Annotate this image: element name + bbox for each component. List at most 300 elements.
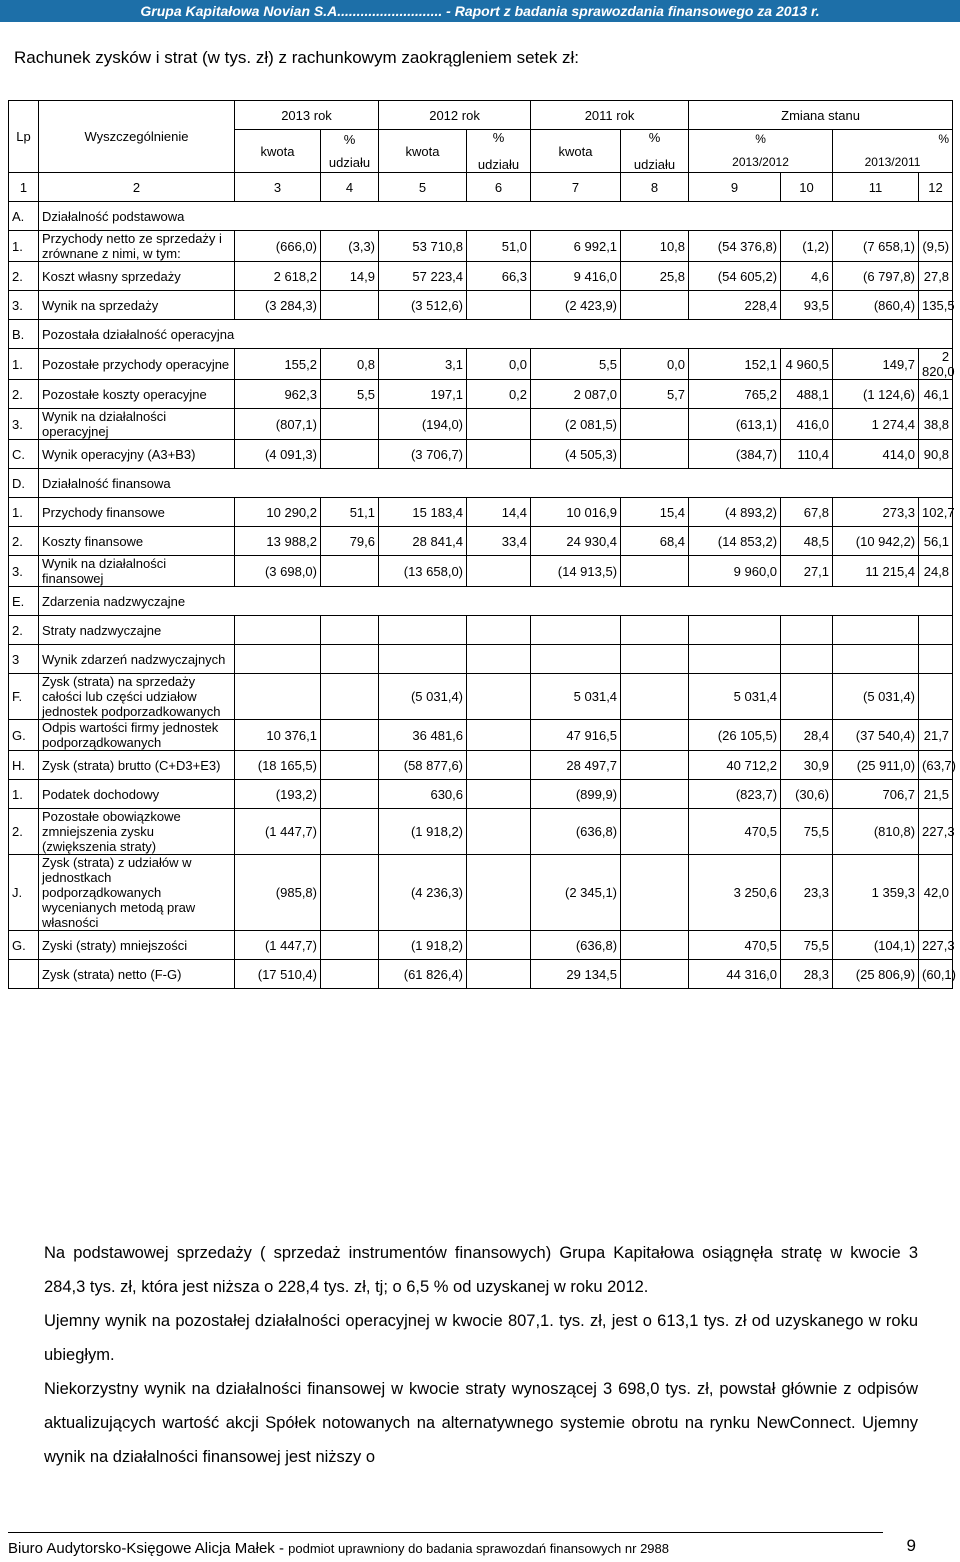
table-row bbox=[9, 780, 953, 809]
row-value: (26 105,5) bbox=[689, 720, 781, 751]
row-value bbox=[321, 409, 379, 440]
pct-2013: % udziału bbox=[321, 130, 379, 173]
row-value: 57 223,4 bbox=[379, 262, 467, 291]
row-value bbox=[621, 855, 689, 931]
row-value: 470,5 bbox=[689, 809, 781, 855]
row-value bbox=[621, 960, 689, 989]
footer-note: podmiot uprawniony do badania sprawozdań finansowych nr 2988 bbox=[288, 1541, 669, 1556]
row-value: (1 447,7) bbox=[235, 809, 321, 855]
row-value bbox=[689, 645, 781, 674]
column-number: 4 bbox=[321, 173, 379, 202]
row-value: 24,8 bbox=[919, 556, 953, 587]
narrative-paragraph-3: Niekorzystny wynik na działalności finansowej w kwocie straty wynoszącej 3 698,0 tys. zł, powstał głównie z odpisów aktualizujących wartość akcji Spółek notowanych na alternatywnego systemie obrotu na rynku NewConnect. Ujemny wynik na działalności finansowej jest niższy o bbox=[44, 1380, 918, 1466]
row-value: (4 893,2) bbox=[689, 498, 781, 527]
page-number: 9 bbox=[906, 1536, 916, 1555]
row-value: 53 710,8 bbox=[379, 231, 467, 262]
row-value: (14 913,5) bbox=[531, 556, 621, 587]
section-row bbox=[9, 202, 953, 231]
row-value: 25,8 bbox=[621, 262, 689, 291]
table-row bbox=[9, 231, 953, 262]
row-lp: 1. bbox=[9, 780, 39, 809]
row-value: 102,7 bbox=[919, 498, 953, 527]
row-label: Pozostałe przychody operacyjne bbox=[39, 349, 235, 380]
row-value bbox=[321, 674, 379, 720]
row-value: (193,2) bbox=[235, 780, 321, 809]
row-value: 13 988,2 bbox=[235, 527, 321, 556]
narrative bbox=[44, 1236, 918, 1474]
col-2013-header: 2013 rok bbox=[235, 101, 379, 130]
row-value: 28 841,4 bbox=[379, 527, 467, 556]
row-value: (7 658,1) bbox=[833, 231, 919, 262]
row-value bbox=[467, 809, 531, 855]
row-value: 5 031,4 bbox=[689, 674, 781, 720]
row-value: 0,0 bbox=[467, 349, 531, 380]
row-value bbox=[321, 645, 379, 674]
row-value: (2 423,9) bbox=[531, 291, 621, 320]
row-value: 5,5 bbox=[321, 380, 379, 409]
row-value: (899,9) bbox=[531, 780, 621, 809]
row-value: 155,2 bbox=[235, 349, 321, 380]
row-value: 1 274,4 bbox=[833, 409, 919, 440]
row-value: 0,0 bbox=[621, 349, 689, 380]
row-value: (194,0) bbox=[379, 409, 467, 440]
row-value: 30,9 bbox=[781, 751, 833, 780]
row-value: 28,4 bbox=[781, 720, 833, 751]
row-value: 197,1 bbox=[379, 380, 467, 409]
row-value: 27,8 bbox=[919, 262, 953, 291]
row-value: (1 447,7) bbox=[235, 931, 321, 960]
row-value: (58 877,6) bbox=[379, 751, 467, 780]
col-2011-header: 2011 rok bbox=[531, 101, 689, 130]
header-report: - Raport z badania sprawozdania finansowego za 2013 r. bbox=[442, 3, 820, 19]
row-value bbox=[235, 674, 321, 720]
row-value bbox=[467, 751, 531, 780]
row-value: (613,1) bbox=[689, 409, 781, 440]
row-lp: 3. bbox=[9, 556, 39, 587]
row-lp: C. bbox=[9, 440, 39, 469]
row-value: 227,3 bbox=[919, 809, 953, 855]
row-lp: 3. bbox=[9, 291, 39, 320]
row-value: (666,0) bbox=[235, 231, 321, 262]
table-row bbox=[9, 349, 953, 380]
row-value: 1 359,3 bbox=[833, 855, 919, 931]
row-value: 42,0 bbox=[919, 855, 953, 931]
row-lp: 1. bbox=[9, 231, 39, 262]
row-label: Koszt własny sprzedaży bbox=[39, 262, 235, 291]
row-value: (63,7) bbox=[919, 751, 953, 780]
row-value: 28,3 bbox=[781, 960, 833, 989]
row-value: (3,3) bbox=[321, 231, 379, 262]
row-value: (810,8) bbox=[833, 809, 919, 855]
row-value bbox=[467, 440, 531, 469]
row-lp: 3. bbox=[9, 409, 39, 440]
row-lp: E. bbox=[9, 587, 39, 616]
row-value bbox=[621, 645, 689, 674]
column-number: 3 bbox=[235, 173, 321, 202]
row-value: 33,4 bbox=[467, 527, 531, 556]
section-row bbox=[9, 320, 953, 349]
row-lp bbox=[9, 960, 39, 989]
row-value: 3 250,6 bbox=[689, 855, 781, 931]
row-value: 4,6 bbox=[781, 262, 833, 291]
row-value: 2 087,0 bbox=[531, 380, 621, 409]
row-value: (9,5) bbox=[919, 231, 953, 262]
row-label: Wynik na sprzedaży bbox=[39, 291, 235, 320]
row-value bbox=[467, 780, 531, 809]
row-value bbox=[621, 720, 689, 751]
row-value: 24 930,4 bbox=[531, 527, 621, 556]
row-value: 630,6 bbox=[379, 780, 467, 809]
row-value: 29 134,5 bbox=[531, 960, 621, 989]
row-value bbox=[781, 645, 833, 674]
row-label: Zysk (strata) z udziałów w jednostkach podporządkowanych wycenianych metodą praw własności bbox=[39, 855, 235, 931]
row-value bbox=[467, 409, 531, 440]
row-value bbox=[321, 556, 379, 587]
row-label: Straty nadzwyczajne bbox=[39, 616, 235, 645]
row-label: Zdarzenia nadzwyczajne bbox=[39, 587, 953, 616]
section-row bbox=[9, 587, 953, 616]
row-value: (3 698,0) bbox=[235, 556, 321, 587]
row-value: 5,7 bbox=[621, 380, 689, 409]
row-value: 23,3 bbox=[781, 855, 833, 931]
row-value: 9 960,0 bbox=[689, 556, 781, 587]
row-value bbox=[467, 720, 531, 751]
row-value: (636,8) bbox=[531, 931, 621, 960]
pct-2011: % udziału bbox=[621, 130, 689, 173]
row-value: 15 183,4 bbox=[379, 498, 467, 527]
table-row bbox=[9, 960, 953, 989]
row-value: (25 806,9) bbox=[833, 960, 919, 989]
row-value: (1,2) bbox=[781, 231, 833, 262]
row-value: 75,5 bbox=[781, 931, 833, 960]
row-value: (985,8) bbox=[235, 855, 321, 931]
row-value: 51,0 bbox=[467, 231, 531, 262]
row-value: 470,5 bbox=[689, 931, 781, 960]
row-value: (2 345,1) bbox=[531, 855, 621, 931]
row-value: (104,1) bbox=[833, 931, 919, 960]
row-value: (54 605,2) bbox=[689, 262, 781, 291]
row-value bbox=[321, 616, 379, 645]
table-row bbox=[9, 498, 953, 527]
row-value: 14,4 bbox=[467, 498, 531, 527]
column-number: 11 bbox=[833, 173, 919, 202]
row-value bbox=[621, 931, 689, 960]
table-row bbox=[9, 751, 953, 780]
column-number-row bbox=[9, 173, 953, 202]
row-value: (4 236,3) bbox=[379, 855, 467, 931]
row-value: (4 091,3) bbox=[235, 440, 321, 469]
row-value: 56,1 bbox=[919, 527, 953, 556]
table-row bbox=[9, 674, 953, 720]
row-value bbox=[321, 291, 379, 320]
table-row bbox=[9, 556, 953, 587]
row-value bbox=[321, 440, 379, 469]
row-lp: F. bbox=[9, 674, 39, 720]
footer-firm: Biuro Audytorsko-Księgowe Alicja Małek - bbox=[8, 1540, 289, 1557]
row-value: (1 124,6) bbox=[833, 380, 919, 409]
row-value bbox=[467, 291, 531, 320]
row-label: Zysk (strata) brutto (C+D3+E3) bbox=[39, 751, 235, 780]
column-number: 6 bbox=[467, 173, 531, 202]
row-value bbox=[621, 440, 689, 469]
col-change-header: Zmiana stanu bbox=[689, 101, 953, 130]
table-row bbox=[9, 440, 953, 469]
kwota-2012: kwota bbox=[379, 130, 467, 173]
row-label: Przychody finansowe bbox=[39, 498, 235, 527]
row-value bbox=[919, 674, 953, 720]
row-value: (14 853,2) bbox=[689, 527, 781, 556]
row-value: 2 618,2 bbox=[235, 262, 321, 291]
row-value: 46,1 bbox=[919, 380, 953, 409]
row-value bbox=[689, 616, 781, 645]
row-lp: 2. bbox=[9, 527, 39, 556]
row-label: Zyski (straty) mniejszości bbox=[39, 931, 235, 960]
row-value: (54 376,8) bbox=[689, 231, 781, 262]
row-lp: 2. bbox=[9, 809, 39, 855]
row-label: Wynik operacyjny (A3+B3) bbox=[39, 440, 235, 469]
row-lp: 2. bbox=[9, 380, 39, 409]
row-label: Pozostała działalność operacyjna bbox=[39, 320, 953, 349]
row-label: Wynik na działalności operacyjnej bbox=[39, 409, 235, 440]
row-value bbox=[919, 616, 953, 645]
row-value bbox=[621, 291, 689, 320]
kwota-2011: kwota bbox=[531, 130, 621, 173]
row-label: Pozostałe obowiązkowe zmniejszenia zysku (zwiększenia straty) bbox=[39, 809, 235, 855]
row-value bbox=[467, 674, 531, 720]
row-value bbox=[621, 556, 689, 587]
row-value: 40 712,2 bbox=[689, 751, 781, 780]
row-lp: B. bbox=[9, 320, 39, 349]
row-value bbox=[321, 855, 379, 931]
row-value: 11 215,4 bbox=[833, 556, 919, 587]
row-label: Wynik na działalności finansowej bbox=[39, 556, 235, 587]
narrative-paragraph-1: Na podstawowej sprzedaży ( sprzedaż instrumentów finansowych) Grupa Kapitałowa osiągnęła stratę w kwocie 3 284,3 tys. zł, która jest niższa o 228,4 tys. zł, tj; o 6,5 % od uzyskanej w roku 2012. bbox=[44, 1244, 918, 1296]
row-label: Działalność podstawowa bbox=[39, 202, 953, 231]
row-value: 75,5 bbox=[781, 809, 833, 855]
row-value: (60,1) bbox=[919, 960, 953, 989]
table-body bbox=[9, 202, 956, 989]
change-2013-2012: % 2013/2012 bbox=[689, 130, 833, 173]
row-value: (13 658,0) bbox=[379, 556, 467, 587]
row-value: 110,4 bbox=[781, 440, 833, 469]
row-value: (3 284,3) bbox=[235, 291, 321, 320]
row-value: (17 510,4) bbox=[235, 960, 321, 989]
table-row bbox=[9, 291, 953, 320]
row-value: 47 916,5 bbox=[531, 720, 621, 751]
row-value bbox=[379, 645, 467, 674]
row-value: 79,6 bbox=[321, 527, 379, 556]
row-value bbox=[919, 645, 953, 674]
row-value bbox=[531, 645, 621, 674]
row-label: Przychody netto ze sprzedaży i zrównane z nimi, w tym: bbox=[39, 231, 235, 262]
row-label: Koszty finansowe bbox=[39, 527, 235, 556]
row-value: 48,5 bbox=[781, 527, 833, 556]
row-value: 3,1 bbox=[379, 349, 467, 380]
column-number: 1 bbox=[9, 173, 39, 202]
row-value: 149,7 bbox=[833, 349, 919, 380]
row-value: 2 820,0 bbox=[919, 349, 953, 380]
row-value bbox=[467, 855, 531, 931]
row-label: Pozostałe koszty operacyjne bbox=[39, 380, 235, 409]
report-header bbox=[0, 0, 960, 22]
column-number: 5 bbox=[379, 173, 467, 202]
row-value: 21,7 bbox=[919, 720, 953, 751]
row-lp: 2. bbox=[9, 616, 39, 645]
row-value: (860,4) bbox=[833, 291, 919, 320]
row-value: 15,4 bbox=[621, 498, 689, 527]
row-value: (6 797,8) bbox=[833, 262, 919, 291]
row-value: 152,1 bbox=[689, 349, 781, 380]
row-value: (636,8) bbox=[531, 809, 621, 855]
row-value: 28 497,7 bbox=[531, 751, 621, 780]
row-value: 10,8 bbox=[621, 231, 689, 262]
row-value: (30,6) bbox=[781, 780, 833, 809]
section-title: Rachunek zysków i strat (w tys. zł) z rachunkowym zaokrągleniem setek zł: bbox=[14, 48, 579, 67]
row-value: 414,0 bbox=[833, 440, 919, 469]
row-lp: 2. bbox=[9, 262, 39, 291]
narrative-paragraph-2: Ujemny wynik na pozostałej działalności operacyjnej w kwocie 807,1. tys. zł, jest o 613,1 tys. zł od uzyskanego w roku ubiegłym. bbox=[44, 1312, 918, 1364]
row-value: (25 911,0) bbox=[833, 751, 919, 780]
row-value bbox=[467, 931, 531, 960]
column-number: 7 bbox=[531, 173, 621, 202]
column-number: 2 bbox=[39, 173, 235, 202]
row-value: (5 031,4) bbox=[833, 674, 919, 720]
table-row bbox=[9, 855, 953, 931]
table-row bbox=[9, 616, 953, 645]
row-value bbox=[621, 809, 689, 855]
row-value: 21,5 bbox=[919, 780, 953, 809]
row-label: Zysk (strata) netto (F-G) bbox=[39, 960, 235, 989]
row-value bbox=[321, 720, 379, 751]
row-value bbox=[621, 674, 689, 720]
header-dots: ........................... bbox=[337, 3, 443, 19]
row-value bbox=[235, 645, 321, 674]
row-label: Odpis wartości firmy jednostek podporządkowanych bbox=[39, 720, 235, 751]
row-value: (37 540,4) bbox=[833, 720, 919, 751]
row-label: Działalność finansowa bbox=[39, 469, 953, 498]
table-row bbox=[9, 262, 953, 291]
row-value: 0,8 bbox=[321, 349, 379, 380]
row-value bbox=[321, 931, 379, 960]
row-lp: 1. bbox=[9, 349, 39, 380]
row-value: 68,4 bbox=[621, 527, 689, 556]
table-row bbox=[9, 380, 953, 409]
row-value: 6 992,1 bbox=[531, 231, 621, 262]
row-value bbox=[833, 645, 919, 674]
row-value: 5 031,4 bbox=[531, 674, 621, 720]
row-value: (3 512,6) bbox=[379, 291, 467, 320]
row-value bbox=[781, 674, 833, 720]
row-value: (1 918,2) bbox=[379, 931, 467, 960]
row-value: (807,1) bbox=[235, 409, 321, 440]
column-number: 8 bbox=[621, 173, 689, 202]
row-value: 10 016,9 bbox=[531, 498, 621, 527]
row-value: 416,0 bbox=[781, 409, 833, 440]
row-label: Podatek dochodowy bbox=[39, 780, 235, 809]
row-value: (10 942,2) bbox=[833, 527, 919, 556]
row-value: 93,5 bbox=[781, 291, 833, 320]
row-value: (18 165,5) bbox=[235, 751, 321, 780]
row-value: 227,3 bbox=[919, 931, 953, 960]
row-value: 44 316,0 bbox=[689, 960, 781, 989]
row-value: 51,1 bbox=[321, 498, 379, 527]
row-value: (61 826,4) bbox=[379, 960, 467, 989]
row-value bbox=[621, 616, 689, 645]
row-value bbox=[379, 616, 467, 645]
row-value bbox=[833, 616, 919, 645]
row-value bbox=[467, 556, 531, 587]
row-lp: G. bbox=[9, 931, 39, 960]
col-2012-header: 2012 rok bbox=[379, 101, 531, 130]
row-value: 14,9 bbox=[321, 262, 379, 291]
row-value: 228,4 bbox=[689, 291, 781, 320]
footer bbox=[8, 1540, 669, 1557]
row-value bbox=[321, 751, 379, 780]
footer-divider bbox=[8, 1532, 883, 1533]
row-value: 9 416,0 bbox=[531, 262, 621, 291]
row-value: (823,7) bbox=[689, 780, 781, 809]
row-value: 706,7 bbox=[833, 780, 919, 809]
row-lp: 3 bbox=[9, 645, 39, 674]
row-lp: 1. bbox=[9, 498, 39, 527]
row-value: 273,3 bbox=[833, 498, 919, 527]
row-value: (384,7) bbox=[689, 440, 781, 469]
row-label: Zysk (strata) na sprzedaży całości lub części udziałow jednostek podporzadkowanych bbox=[39, 674, 235, 720]
row-value: 4 960,5 bbox=[781, 349, 833, 380]
row-value: 36 481,6 bbox=[379, 720, 467, 751]
column-number: 9 bbox=[689, 173, 781, 202]
table-row bbox=[9, 645, 953, 674]
row-value: (4 505,3) bbox=[531, 440, 621, 469]
row-lp: G. bbox=[9, 720, 39, 751]
table-row bbox=[9, 931, 953, 960]
row-value: 488,1 bbox=[781, 380, 833, 409]
row-value: 67,8 bbox=[781, 498, 833, 527]
row-value: 765,2 bbox=[689, 380, 781, 409]
column-number: 10 bbox=[781, 173, 833, 202]
row-lp: A. bbox=[9, 202, 39, 231]
row-value: (3 706,7) bbox=[379, 440, 467, 469]
row-value bbox=[467, 616, 531, 645]
table-row bbox=[9, 409, 953, 440]
section-row bbox=[9, 469, 953, 498]
row-value: 0,2 bbox=[467, 380, 531, 409]
row-value: 962,3 bbox=[235, 380, 321, 409]
row-lp: H. bbox=[9, 751, 39, 780]
row-value bbox=[467, 645, 531, 674]
row-value: 10 376,1 bbox=[235, 720, 321, 751]
row-value: 66,3 bbox=[467, 262, 531, 291]
row-lp: J. bbox=[9, 855, 39, 931]
row-value bbox=[321, 780, 379, 809]
row-lp: D. bbox=[9, 469, 39, 498]
col-lp-header: Lp bbox=[9, 101, 39, 173]
row-value bbox=[235, 616, 321, 645]
table-row bbox=[9, 720, 953, 751]
row-value bbox=[621, 751, 689, 780]
table-row bbox=[9, 527, 953, 556]
row-value bbox=[531, 616, 621, 645]
row-value: (2 081,5) bbox=[531, 409, 621, 440]
row-value: 90,8 bbox=[919, 440, 953, 469]
row-label: Wynik zdarzeń nadzwyczajnych bbox=[39, 645, 235, 674]
kwota-2013: kwota bbox=[235, 130, 321, 173]
row-value: (1 918,2) bbox=[379, 809, 467, 855]
change-2013-2011: % 2013/2011 bbox=[833, 130, 953, 173]
row-value: 135,5 bbox=[919, 291, 953, 320]
row-value bbox=[621, 780, 689, 809]
row-value: 10 290,2 bbox=[235, 498, 321, 527]
